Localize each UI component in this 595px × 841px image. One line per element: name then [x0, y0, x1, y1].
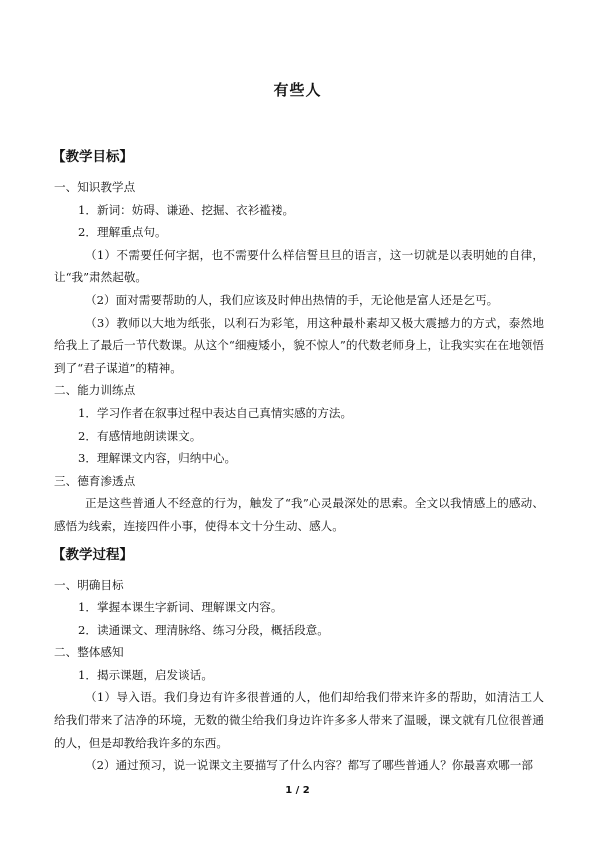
knowledge-item-1: 1．新词：妨碍、谦逊、挖掘、衣衫褴褛。	[78, 202, 295, 217]
section-heading-goals: 【教学目标】	[52, 149, 133, 165]
overall-item-1: 1．揭示课题，启发谈话。	[78, 667, 213, 682]
ability-item-1: 1．学习作者在叙事过程中表达自己真情实感的方法。	[78, 405, 353, 420]
page-number: 1 / 2	[285, 785, 310, 796]
preview-text: （2）通过预习，说一说课文主要描写了什么内容？都写了哪些普通人？你最喜欢哪一部	[85, 758, 533, 773]
key-sentence-3: （3）教师以大地为纸张，以利石为彩笔，用这种最朴素却又极大震撼力的方式，泰然地给我上了最后一节代数课。从这个“细瘦矮小，貌不惊人”的代数老师身上，让我实实在在地领悟到了“君子谋道”的精神。	[54, 315, 544, 375]
goal-heading: 一、明确目标	[54, 577, 124, 592]
goal-item-1: 1．掌握本课生字新词、理解课文内容。	[78, 600, 283, 615]
moral-text: 正是这些普通人不经意的行为，触发了“我”心灵最深处的思索。全文以我情感上的感动、感悟为线索，连接四件小事，使得本文十分生动、感人。	[54, 496, 544, 533]
moral-heading: 三、德育渗透点	[54, 473, 136, 488]
document-body	[54, 144, 544, 777]
overall-heading: 二、整体感知	[54, 645, 124, 660]
section-heading-process: 【教学过程】	[52, 546, 133, 563]
knowledge-heading: 一、知识教学点	[54, 180, 136, 194]
goal-item-2: 2．读通课文、理清脉络、练习分段，概括段意。	[78, 622, 329, 637]
knowledge-item-2: 2．理解重点句。	[78, 225, 167, 240]
document-title: 有些人	[273, 81, 322, 99]
ability-item-2: 2．有感情地朗读课文。	[78, 428, 202, 443]
ability-item-3: 3．理解课文内容，归纳中心。	[78, 451, 237, 466]
key-sentence-2: （2）面对需要帮助的人，我们应该及时伸出热情的手，无论他是富人还是乞丐。	[85, 292, 499, 307]
ability-heading: 二、能力训练点	[54, 383, 136, 398]
intro-text: （1）导入语。我们身边有许多很普通的人，他们却给我们带来许多的帮助，如清洁工人给我们带来了洁净的环境，无数的微尘给我们身边许许多多人带来了温暖，课文就有几位很普通的人，但是却教给我许多的东西。	[54, 690, 544, 750]
key-sentence-1: （1）不需要任何字据，也不需要什么样信誓旦旦的语言，这一切就是以表明她的自律，让“我”肃然起敬。	[54, 247, 544, 285]
